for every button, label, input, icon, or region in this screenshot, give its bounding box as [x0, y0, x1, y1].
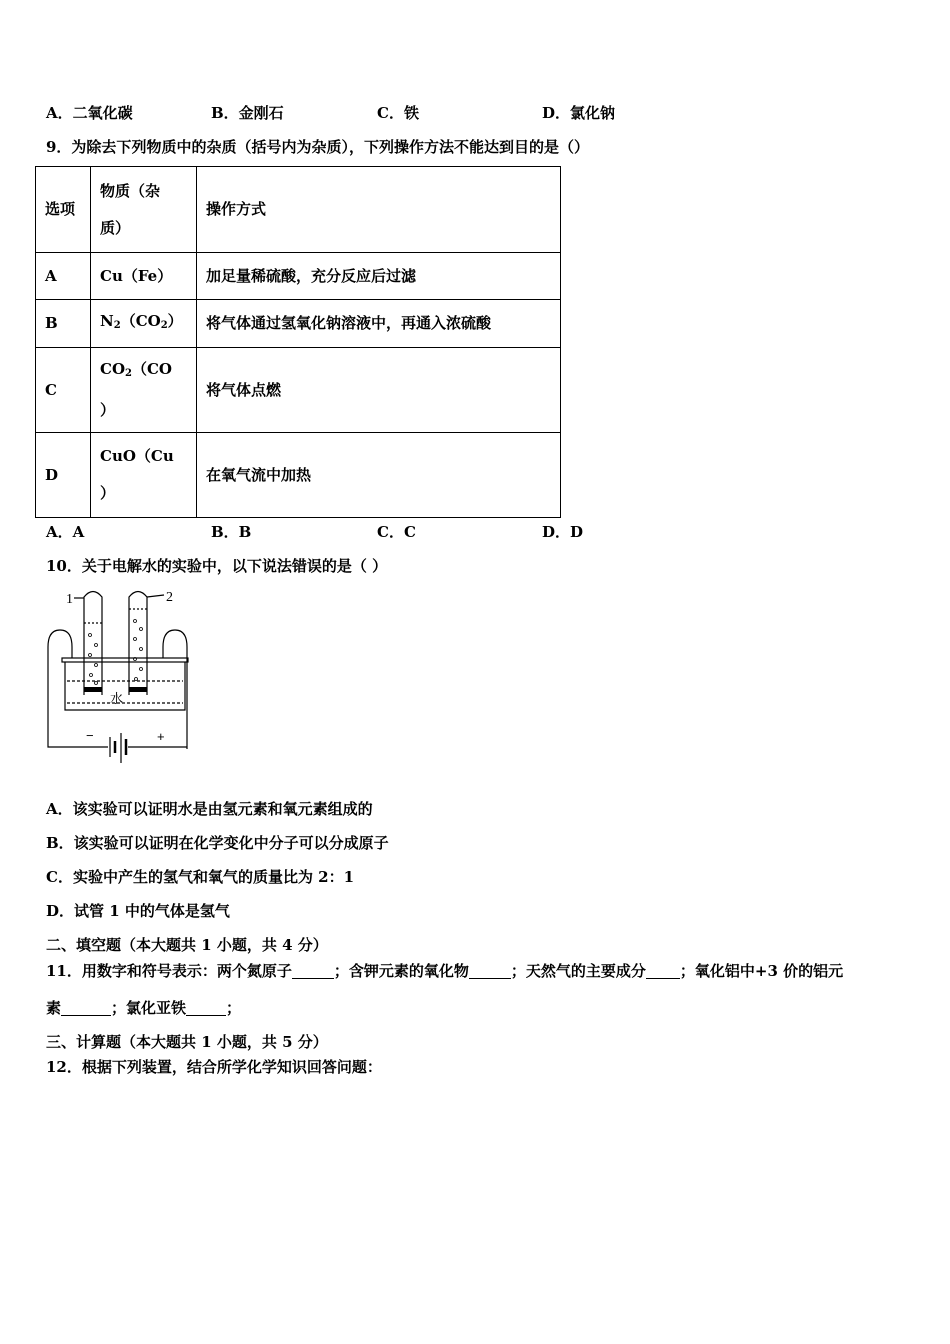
- row-method: 将气体点燃: [197, 348, 561, 433]
- q9-option-d: D．D: [542, 523, 584, 541]
- q11-part6: ；氯化亚铁: [111, 999, 187, 1017]
- q9-option-b: B．B: [211, 523, 252, 541]
- q11-part5: 素: [46, 999, 62, 1017]
- minus-label: −: [86, 728, 94, 743]
- row-substance: [91, 348, 197, 433]
- formula-rest: （CO: [131, 360, 172, 378]
- formula-sub: 2: [125, 368, 132, 379]
- plus-label: +: [157, 729, 165, 744]
- left-wire-loop: [48, 630, 72, 735]
- row-method: 加足量稀硫酸，充分反应后过滤: [197, 253, 561, 300]
- q10-option-a: A．该实验可以证明水是由氢元素和氧元素组成的: [46, 800, 373, 818]
- q11-part3: ；天然气的主要成分: [510, 962, 646, 980]
- q10-option-b: B．该实验可以证明在化学变化中分子可以分成原子: [46, 834, 389, 852]
- q10-option-c: C．实验中产生的氢气和氧气的质量比为 2：1: [46, 868, 355, 886]
- formula-main: CO: [100, 360, 126, 378]
- q8-option-b: B．金刚石: [211, 104, 284, 122]
- q9-option-a: A．A: [46, 523, 85, 541]
- answer-blank-5[interactable]: [186, 1015, 226, 1016]
- test-tube-2: [129, 592, 147, 696]
- tube-2-label: 2: [166, 590, 173, 605]
- table-row: [36, 300, 561, 348]
- row-substance: [91, 433, 197, 518]
- q9-table: [35, 166, 561, 518]
- table-row: [36, 348, 561, 433]
- battery-icon: [110, 733, 126, 763]
- water-label: 水: [110, 692, 124, 707]
- electrode-1: [84, 687, 102, 692]
- formula-rest: （CO: [120, 312, 161, 330]
- q8-option-c: C．铁: [377, 104, 419, 122]
- q11-line1: [46, 960, 843, 981]
- q12-stem: 12．根据下列装置，结合所学化学知识回答问题：: [46, 1058, 382, 1076]
- answer-blank-3[interactable]: [646, 978, 680, 979]
- formula-end: ）: [167, 312, 183, 330]
- formula-sub2: 2: [160, 320, 168, 331]
- header-substance: [91, 167, 197, 253]
- q8-option-a: A．二氧化碳: [46, 104, 133, 122]
- substance-line2: ）: [100, 401, 116, 419]
- section-2-heading: 二、填空题（本大题共 1 小题，共 4 分）: [46, 936, 328, 954]
- answer-blank-4[interactable]: [61, 1015, 111, 1016]
- header-substance-line2: 质）: [100, 218, 131, 237]
- row-substance: [91, 300, 197, 348]
- q8-option-d: D．氯化钠: [542, 104, 616, 122]
- row-option: A: [36, 253, 91, 300]
- formula-sub: 2: [113, 320, 121, 331]
- substance-line2: ）: [100, 484, 116, 502]
- tube-1-label: 1: [66, 592, 73, 607]
- section-3-heading: 三、计算题（本大题共 1 小题，共 5 分）: [46, 1033, 328, 1051]
- answer-blank-1[interactable]: [292, 978, 334, 979]
- row-option: D: [36, 433, 91, 518]
- test-tube-1: [84, 592, 102, 696]
- q11-line2: [46, 997, 241, 1018]
- table-header-row: [36, 167, 561, 253]
- substance-line1: [100, 351, 187, 392]
- answer-blank-2[interactable]: [469, 978, 511, 979]
- electrode-2: [129, 687, 147, 692]
- q9-stem: 9．为除去下列物质中的杂质（括号内为杂质），下列操作方法不能达到目的是（）: [46, 138, 589, 156]
- formula-main: N: [100, 312, 114, 330]
- q10-option-d: D．试管 1 中的气体是氢气: [46, 902, 230, 920]
- q11-part2: ；含钾元素的氧化物: [333, 962, 469, 980]
- electrolysis-diagram: [40, 583, 200, 773]
- table-row: [36, 433, 561, 518]
- q11-part1: 11．用数字和符号表示：两个氮原子: [46, 962, 292, 980]
- table-row: [36, 253, 561, 300]
- substance-line1: CuO（Cu: [100, 447, 174, 465]
- row-option: B: [36, 300, 91, 348]
- header-option: 选项: [36, 167, 91, 253]
- bubbles: [89, 620, 143, 685]
- q9-option-c: C．C: [377, 523, 416, 541]
- q11-part4: ；氧化铝中+3 价的铝元: [679, 962, 844, 980]
- header-method: 操作方式: [197, 167, 561, 253]
- q10-stem: 10．关于电解水的实验中，以下说法错误的是（ ）: [46, 557, 388, 575]
- q11-part7: ；: [226, 999, 242, 1017]
- row-method: 在氧气流中加热: [197, 433, 561, 518]
- label-2-leader: [147, 595, 164, 597]
- row-substance: Cu（Fe）: [91, 253, 197, 300]
- row-option: C: [36, 348, 91, 433]
- row-method: 将气体通过氢氧化钠溶液中，再通入浓硫酸: [197, 300, 561, 348]
- right-wire-loop: [163, 630, 187, 749]
- header-substance-line1: 物质（杂: [100, 181, 161, 200]
- trough-rim: [62, 658, 188, 662]
- negative-wire: [48, 735, 108, 747]
